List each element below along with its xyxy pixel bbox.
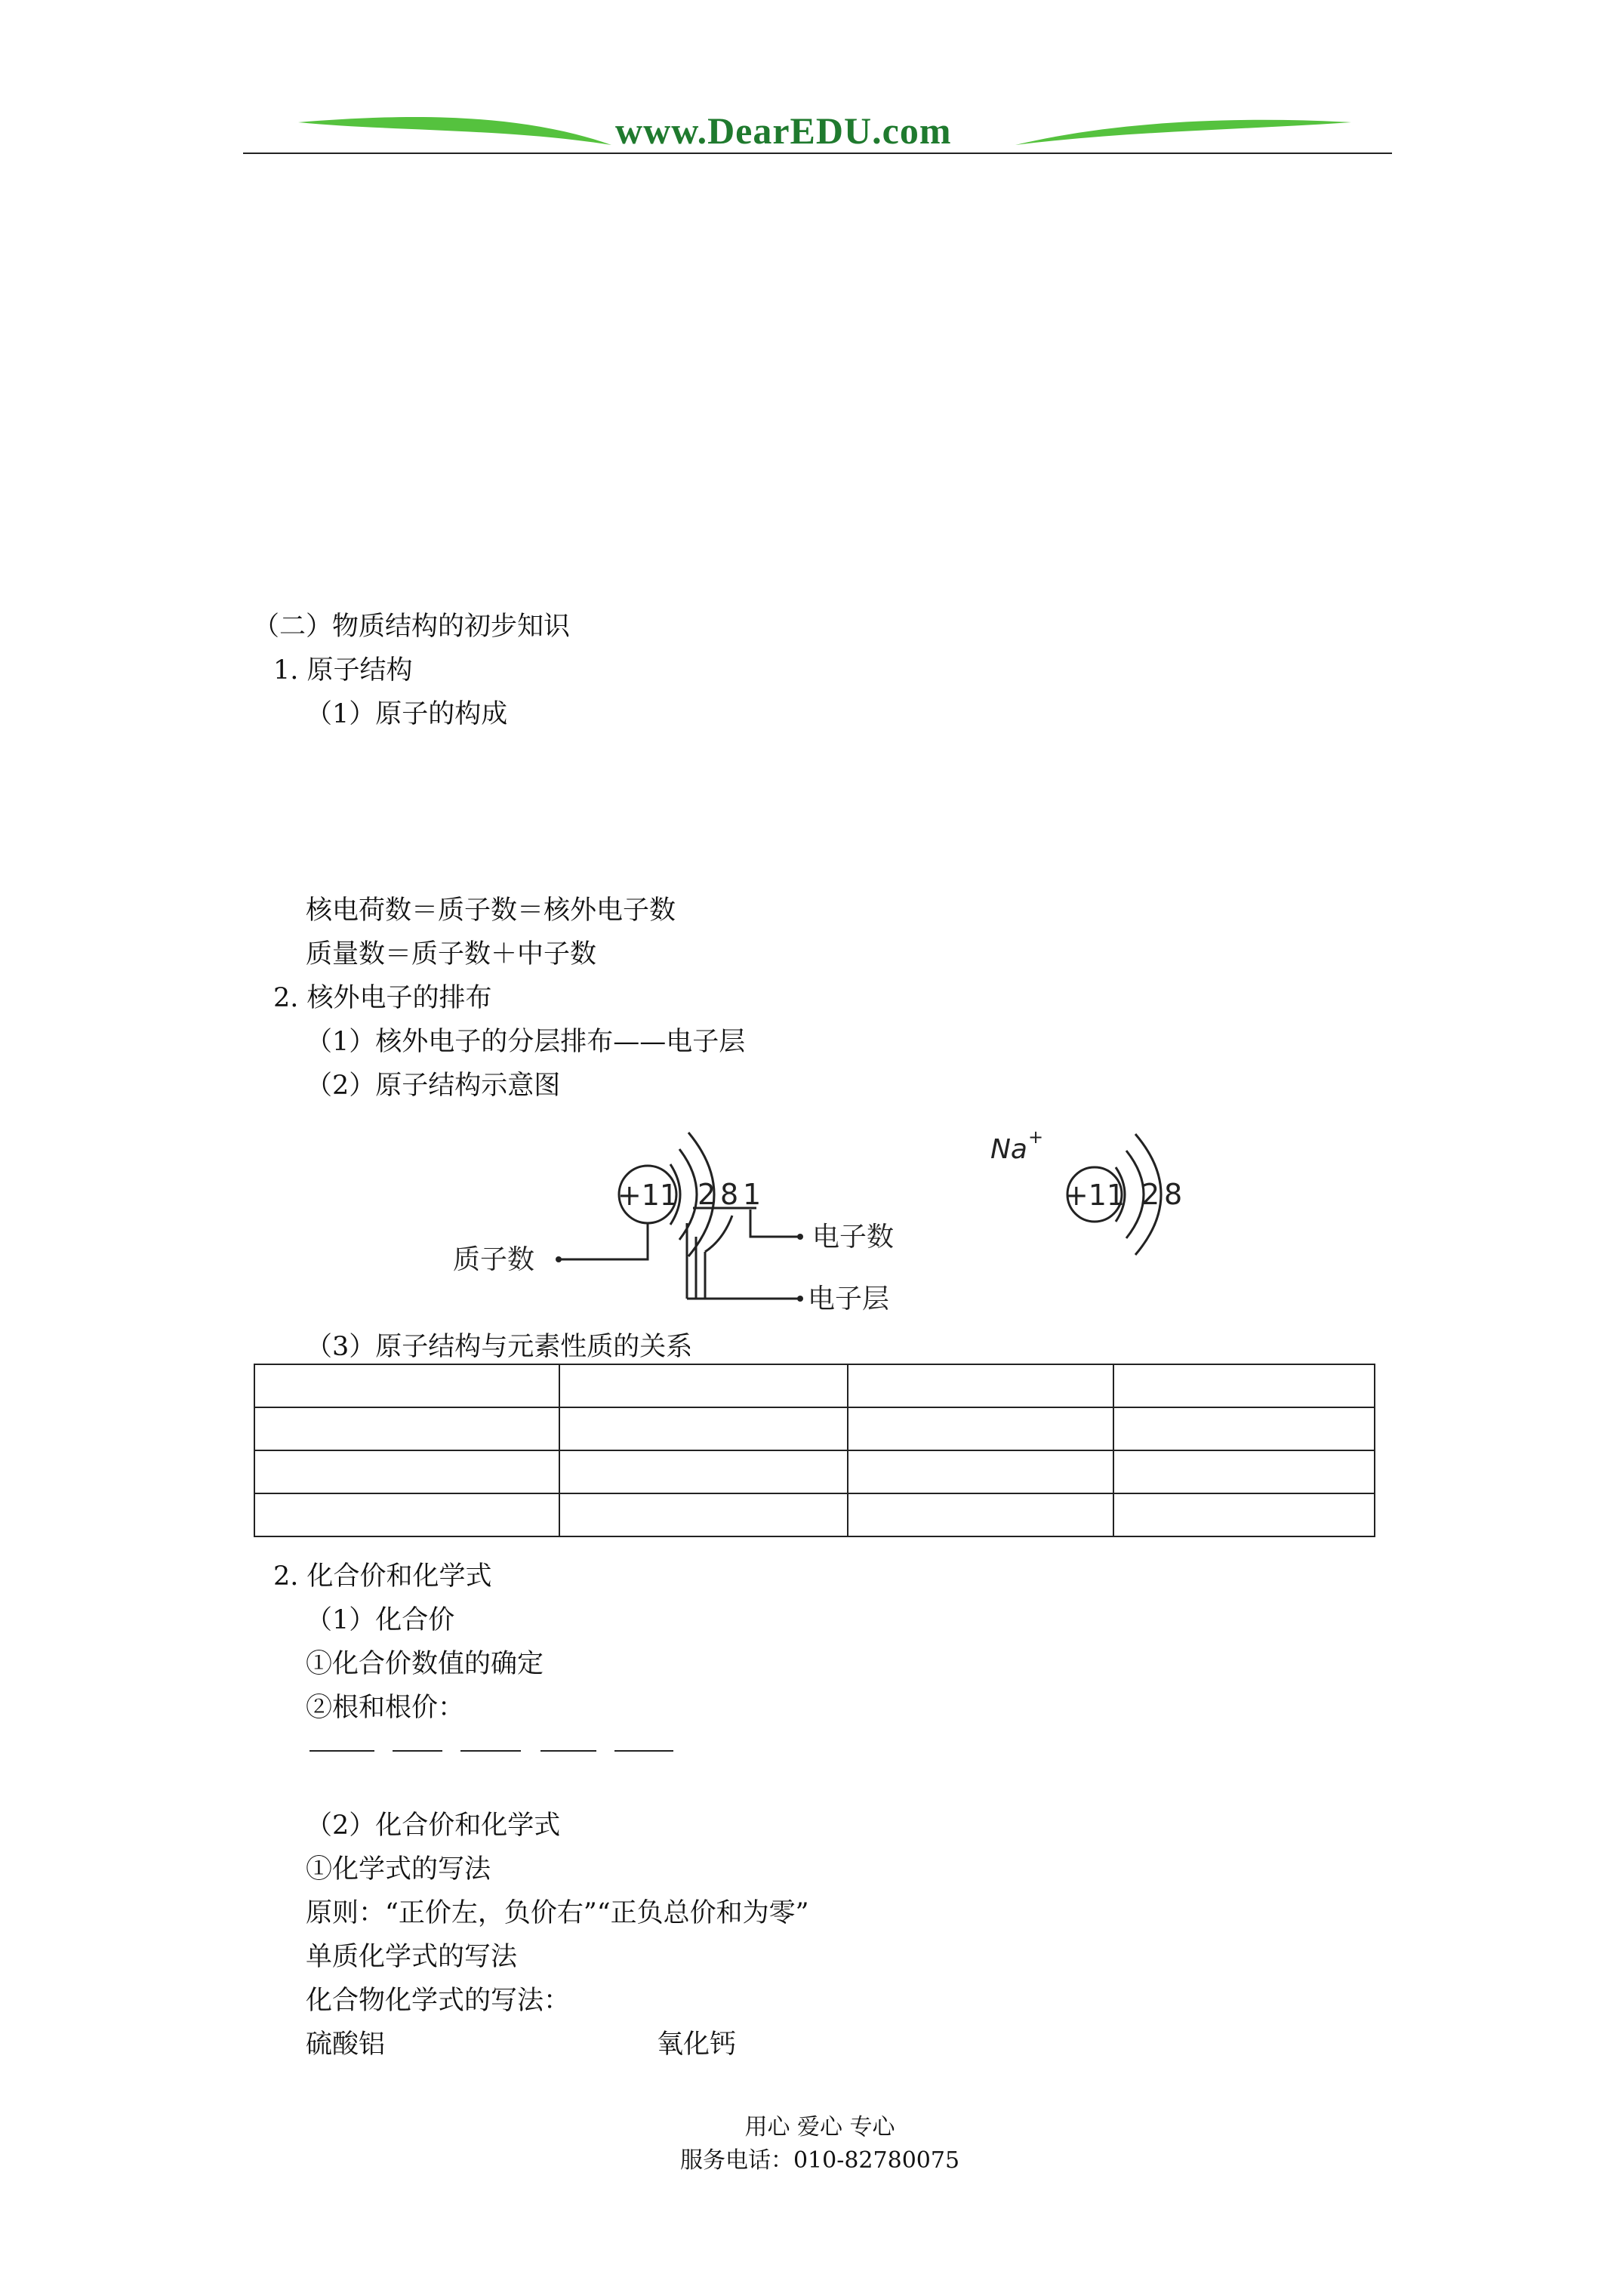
footer-slogan: 用心 爱心 专心 (744, 2114, 895, 2140)
logo-swoosh-right (1012, 106, 1359, 159)
ion-symbol: Na (990, 1134, 1027, 1165)
heading-valence-formula: 2. 化合价和化学式 (273, 1561, 492, 1592)
example-aluminium-sulfate: 硫酸铝 (306, 2029, 386, 2060)
atomic-structure-diagram (445, 1110, 1223, 1321)
answer-blank-5[interactable] (614, 1750, 673, 1752)
item-radical-valence: ②根和根价： (306, 1693, 465, 1723)
subheading-valence: （1）化合价 (306, 1605, 455, 1635)
nucleus-charge: +11 (617, 1179, 679, 1212)
subheading-valence-formula: （2）化合价和化学式 (306, 1811, 561, 1841)
header-logo (287, 106, 1359, 159)
subheading-atom-composition: （1）原子的构成 (306, 699, 508, 729)
footer-phone: 服务电话：010-82780075 (679, 2147, 960, 2174)
equation-nuclear-charge: 核电荷数＝质子数＝核外电子数 (306, 895, 676, 926)
formula-rule: 原则：“正价左，负价右”“正负总价和为零” (306, 1898, 809, 1928)
logo-swoosh-left (287, 106, 619, 159)
logo-text: www.DearEDU.com (615, 109, 952, 152)
shell-digit-1: 2 (698, 1178, 716, 1211)
label-protons: 质子数 (453, 1244, 535, 1275)
shell-digit-2: 8 (720, 1178, 739, 1211)
equation-mass-number: 质量数＝质子数＋中子数 (306, 939, 597, 969)
proton-pointer (559, 1223, 648, 1259)
header-rule (243, 153, 1392, 154)
electron-count-pointer (750, 1210, 800, 1237)
item-valence-value: ①化合价数值的确定 (306, 1649, 544, 1679)
table-row (254, 1450, 1375, 1493)
subheading-electron-shells: （1）核外电子的分层排布——电子层 (306, 1027, 746, 1057)
table-row (254, 1407, 1375, 1450)
section-title: （二）物质结构的初步知识 (253, 612, 571, 642)
heading-atomic-structure: 1. 原子结构 (273, 655, 413, 686)
ion-digit-1: 2 (1141, 1178, 1160, 1211)
element-formula: 单质化学式的写法 (306, 1942, 518, 1972)
ion-nucleus-charge: +11 (1064, 1179, 1126, 1212)
heading-electron-arrangement: 2. 核外电子的排布 (273, 983, 492, 1013)
label-layer: 电子层 (808, 1284, 890, 1314)
answer-blank-3[interactable] (460, 1750, 521, 1752)
table-row (254, 1364, 1375, 1407)
subheading-structure-diagram: （2）原子结构示意图 (306, 1071, 561, 1101)
ion-charge: + (1028, 1126, 1044, 1148)
table-row (254, 1493, 1375, 1536)
shell-digit-3: 1 (743, 1178, 762, 1211)
subheading-structure-properties: （3）原子结构与元素性质的关系 (306, 1332, 693, 1362)
ion-digit-2: 8 (1164, 1178, 1183, 1211)
answer-blank-2[interactable] (393, 1750, 442, 1752)
answer-blank-4[interactable] (540, 1750, 596, 1752)
structure-properties-table (254, 1364, 1375, 1537)
compound-formula: 化合物化学式的写法： (306, 1986, 571, 2016)
item-formula-writing: ①化学式的写法 (306, 1854, 491, 1885)
example-calcium-oxide: 氧化钙 (657, 2029, 737, 2060)
label-electrons: 电子数 (812, 1222, 895, 1253)
answer-blank-1[interactable] (310, 1750, 374, 1752)
